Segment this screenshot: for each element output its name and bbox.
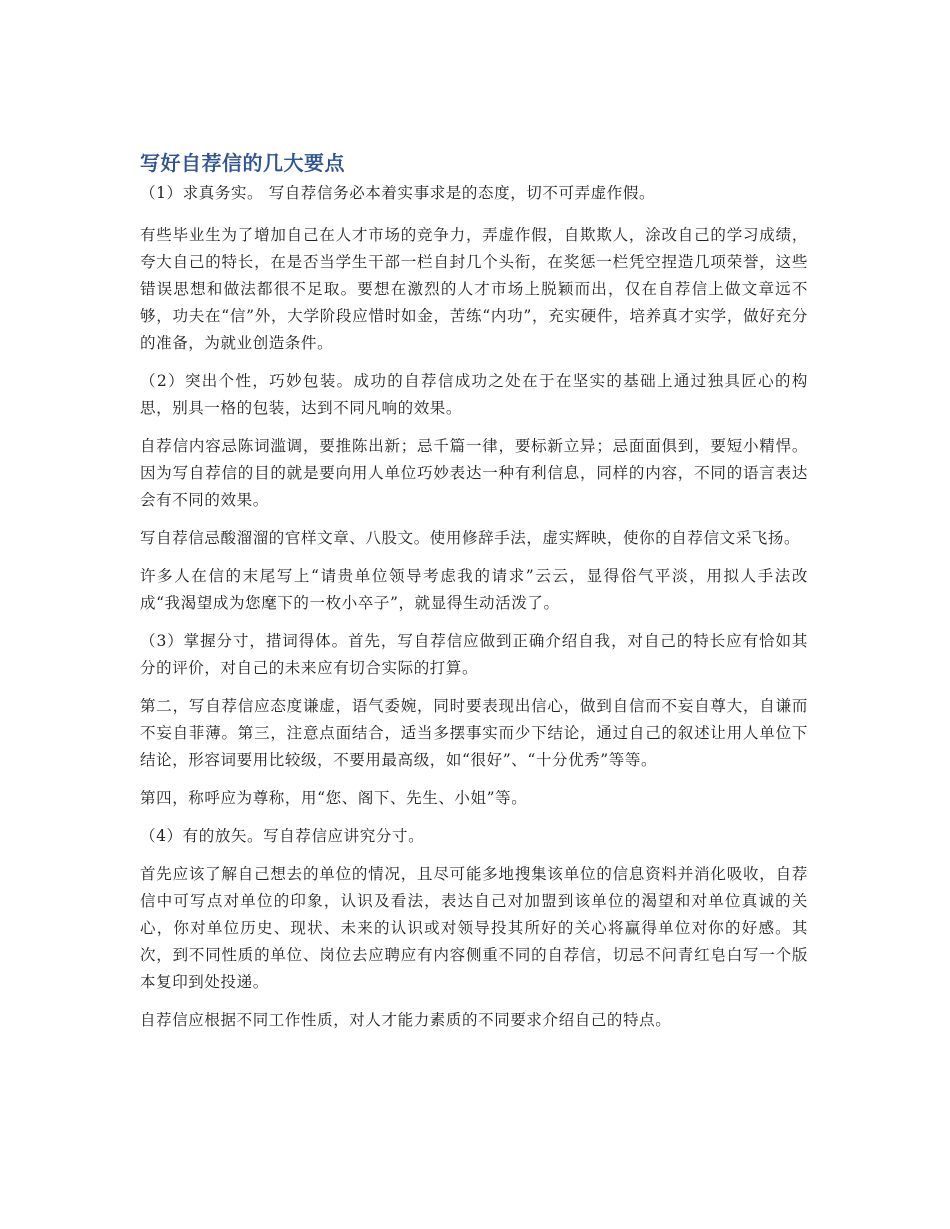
paragraph-12: 自荐信应根据不同工作性质，对人才能力素质的不同要求介绍自己的特点。 [140, 1011, 672, 1029]
paragraph-9: 第四，称呼应为尊称，用“您、阁下、先生、小姐”等。 [140, 789, 528, 807]
document-page [140, 148, 808, 1045]
paragraph-2: 有些毕业生为了增加自己在人才市场的竞争力，弄虚作假，自欺欺人，涂改自己的学习成绩，夸大自己的特长，在是否当学生干部一栏自封几个头衔，在奖惩一栏凭空捏造几项荣誉，这些错误思想和做法都很不足取。要想在激烈的人才市场上脱颖而出，仅在自荐信上做文章远不够，功夫在“信”外，大学阶段应惜时如金，苦练“内功”，充实硬件，培养真才实学，做好充分的准备，为就业创造条件。 [140, 226, 808, 352]
paragraph-6: 许多人在信的末尾写上“请贵单位领导考虑我的请求”云云，显得俗气平淡，用拟人手法改成“我渴望成为您麾下的一枚小卒子”，就显得生动活泼了。 [140, 567, 808, 612]
paragraph-7: （3）掌握分寸，措词得体。首先，写自荐信应做到正确介绍自我，对自己的特长应有恰如其分的评价，对自己的未来应有切合实际的打算。 [140, 632, 808, 677]
paragraph-11: 首先应该了解自己想去的单位的情况，且尽可能多地搜集该单位的信息资料并消化吸收，自荐信中可写点对单位的印象，认识及看法，表达自己对加盟到该单位的渴望和对单位真诚的关心，你对单位历史、现状、未来的认识或对领导投其所好的关心将赢得单位对你的好感。其次，到不同性质的单位、岗位去应聘应有内容侧重不同的自荐信，切忌不问青红皂白写一个版本复印到处投递。 [140, 865, 808, 991]
paragraph-3: （2）突出个性，巧妙包装。成功的自荐信成功之处在于在坚实的基础上通过独具匠心的构思，别具一格的包装，达到不同凡响的效果。 [140, 372, 808, 417]
document-title: 写好自荐信的几大要点 [140, 151, 345, 175]
paragraph-10: （4）有的放矢。写自荐信应讲究分寸。 [140, 827, 425, 845]
paragraph-8: 第二，写自荐信应态度谦虚，语气委婉，同时要表现出信心，做到自信而不妄自尊大，自谦而不妄自菲薄。第三，注意点面结合，适当多摆事实而少下结论，通过自己的叙述让用人单位下结论，形容词要用比较级，不要用最高级，如“很好”、“十分优秀”等等。 [140, 697, 808, 769]
paragraph-1: （1）求真务实。 写自荐信务必本着实事求是的态度，切不可弄虚作假。 [140, 184, 656, 202]
paragraph-5: 写自荐信忌酸溜溜的官样文章、八股文。使用修辞手法，虚实辉映，使你的自荐信文采飞扬。 [140, 529, 801, 547]
paragraph-4: 自荐信内容忌陈词滥调，要推陈出新；忌千篇一律，要标新立异；忌面面俱到，要短小精悍。因为写自荐信的目的就是要向用人单位巧妙表达一种有利信息，同样的内容，不同的语言表达会有不同的效果。 [140, 437, 808, 509]
